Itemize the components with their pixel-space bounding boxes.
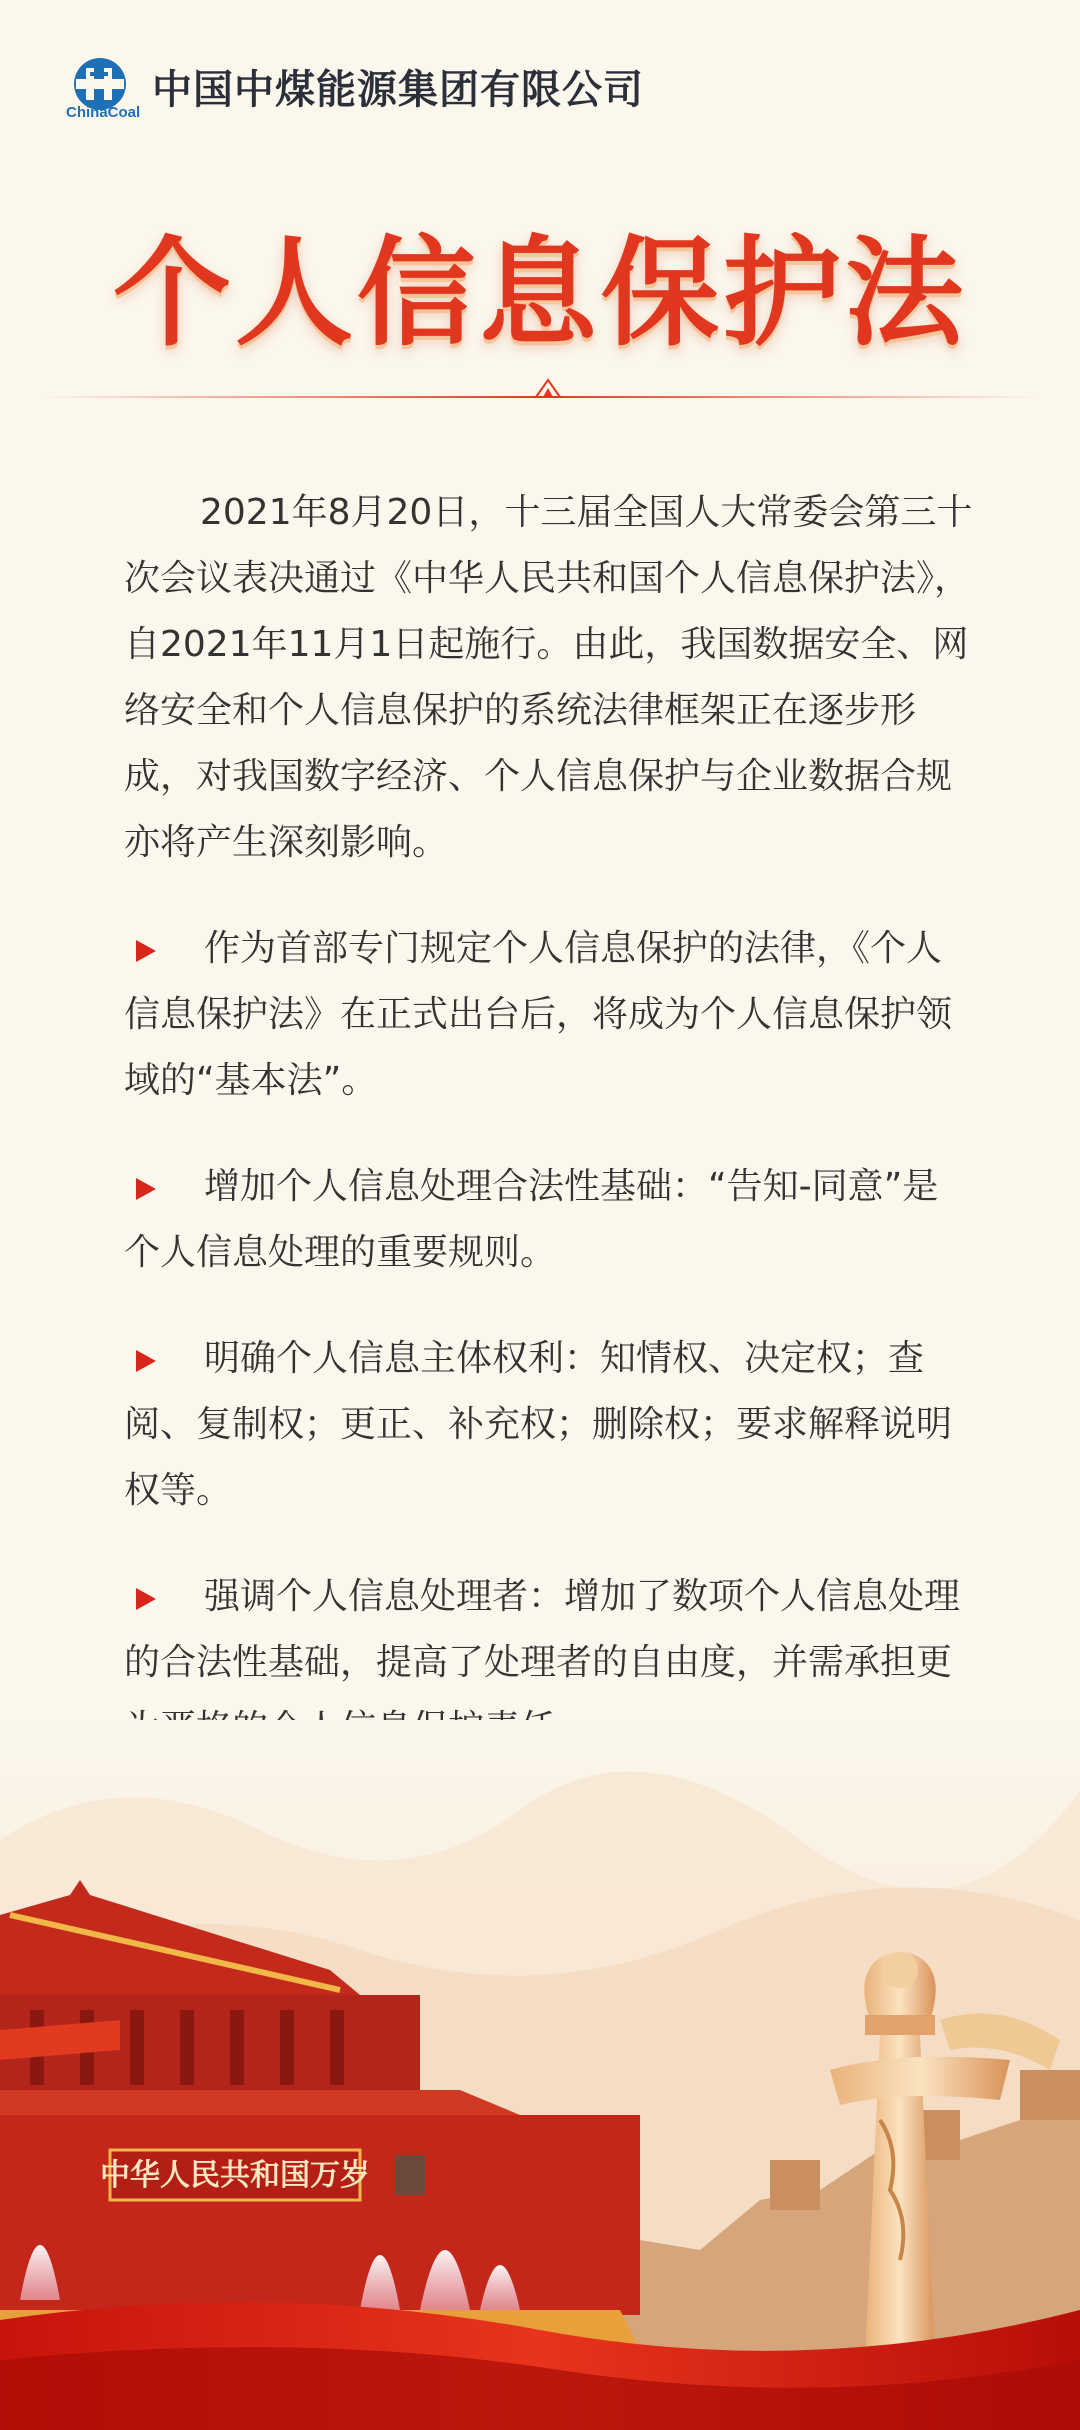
bullet-item: [124, 916, 974, 1114]
bullet-text: 增加个人信息处理合法性基础：“告知-同意”是个人信息处理的重要规则。: [124, 1166, 939, 1273]
arrow-bullet-icon: [136, 940, 156, 962]
logo-text: ChinaCoal: [66, 104, 141, 121]
gate-banner-text: 中华人民共和国万岁: [100, 2158, 370, 2193]
page-title: 个人信息保护法: [112, 224, 967, 362]
bullet-text: 明确个人信息主体权利：知情权、决定权；查阅、复制权；更正、补充权；删除权；要求解释说明权等。: [124, 1338, 953, 1511]
arrow-bullet-icon: [136, 1178, 156, 1200]
bullet-item: [124, 1326, 974, 1524]
arrow-bullet-icon: [136, 1350, 156, 1372]
tiananmen-scene-illustration: [0, 1720, 1080, 2430]
content: [124, 480, 974, 1762]
bullet-item: [124, 1154, 974, 1286]
intro-paragraph: 2021年8月20日，十三届全国人大常委会第三十次会议表决通过《中华人民共和国个人信息保护法》，自2021年11月1日起施行。由此，我国数据安全、网络安全和个人信息保护的系统法律框架正在逐步形成，对我国数字经济、个人信息保护与企业数据合规亦将产生深刻影响。: [124, 492, 973, 863]
bullet-text: 作为首部专门规定个人信息保护的法律，《个人信息保护法》在正式出台后，将成为个人信息保护领域的“基本法”。: [124, 928, 953, 1101]
title-divider: [40, 372, 1040, 402]
arrow-bullet-icon: [136, 1588, 156, 1610]
company-name: 中国中煤能源集团有限公司: [152, 67, 644, 113]
bullet-text: 强调个人信息处理者：增加了数项个人信息处理的合法性基础，提高了处理者的自由度，并需承担更: [124, 1576, 961, 1683]
